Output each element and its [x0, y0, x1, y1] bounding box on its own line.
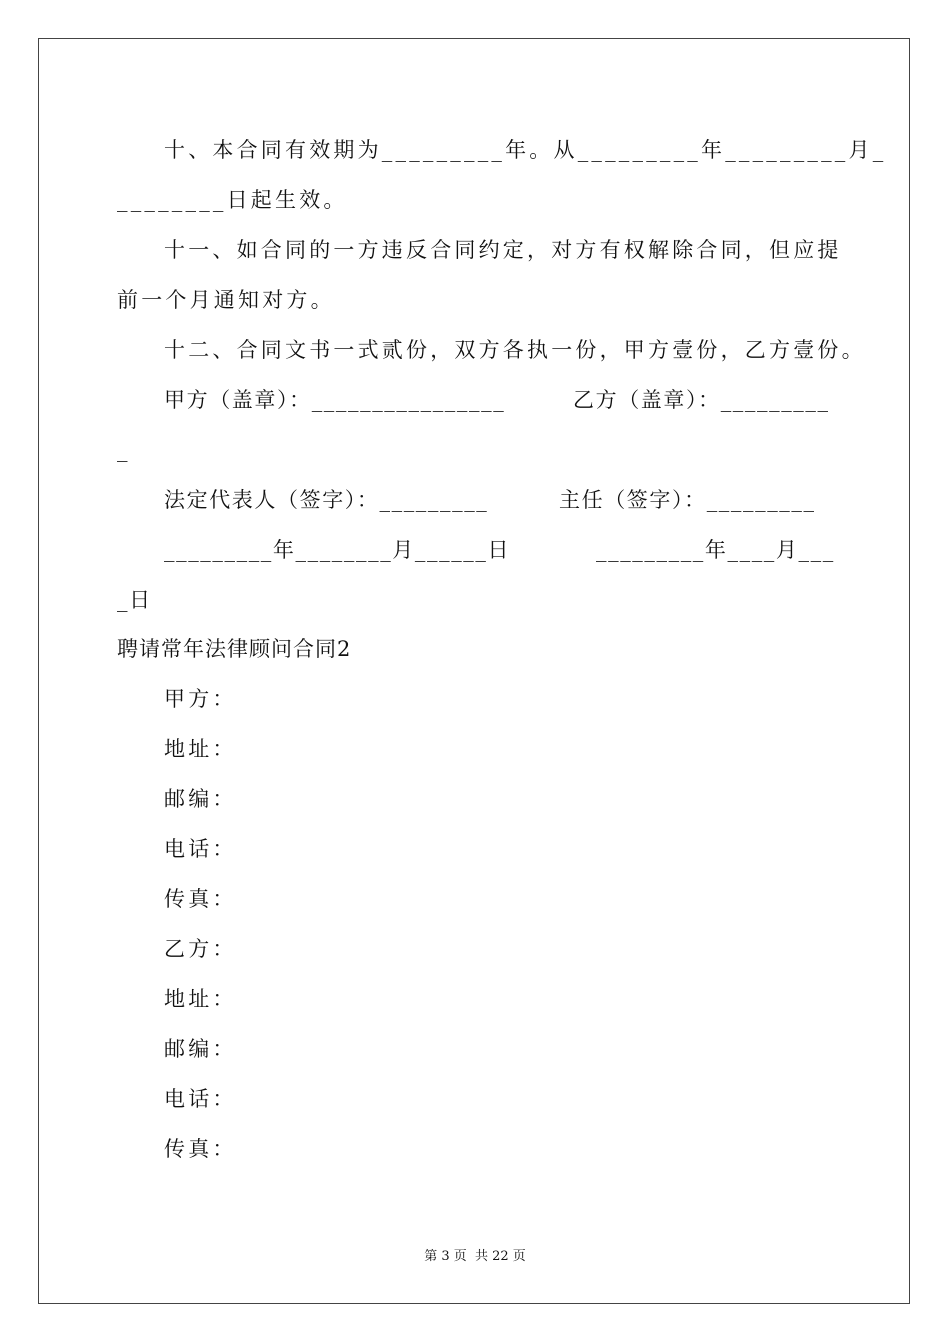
field-fax-b: 传真： [164, 1137, 237, 1161]
contract2-title: 聘请常年法律顾问合同2 [117, 637, 352, 661]
field-postcode-a: 邮编： [164, 787, 237, 811]
clause-11-line1: 十一、如合同的一方违反合同约定，对方有权解除合同，但应提 [164, 238, 842, 262]
date-left: _________年________月______日 [164, 538, 511, 562]
page-total: 共 22 页 [474, 1249, 526, 1264]
director-signature: 主任（签字）：_________ [559, 488, 816, 512]
field-party-a: 甲方： [164, 687, 237, 711]
page-border [38, 38, 910, 1304]
clause-10-line1: 十、本合同有效期为_________年。从_________年_________月_ [164, 138, 887, 162]
date-right: _________年____月___ [596, 538, 835, 562]
field-party-b: 乙方： [164, 937, 237, 961]
field-address-b: 地址： [164, 987, 237, 1011]
field-phone-a: 电话： [164, 837, 237, 861]
field-address-a: 地址： [164, 737, 237, 761]
clause-12: 十二、合同文书一式贰份，双方各执一份，甲方壹份，乙方壹份。 [164, 338, 866, 362]
clause-10-line2: ________日起生效。 [117, 188, 348, 212]
page-number: 第 3 页 [424, 1249, 467, 1264]
field-phone-b: 电话： [164, 1087, 237, 1111]
field-fax-a: 传真： [164, 887, 237, 911]
page-footer [0, 1249, 950, 1265]
party-b-seal: 乙方（盖章）：_________ [573, 388, 830, 412]
party-b-seal-cont: _ [117, 438, 130, 462]
field-postcode-b: 邮编： [164, 1037, 237, 1061]
date-right-cont: _日 [117, 588, 152, 612]
party-a-seal: 甲方（盖章）：________________ [164, 388, 506, 412]
legal-representative: 法定代表人（签字）：_________ [164, 488, 489, 512]
clause-11-line2: 前一个月通知对方。 [117, 288, 335, 312]
